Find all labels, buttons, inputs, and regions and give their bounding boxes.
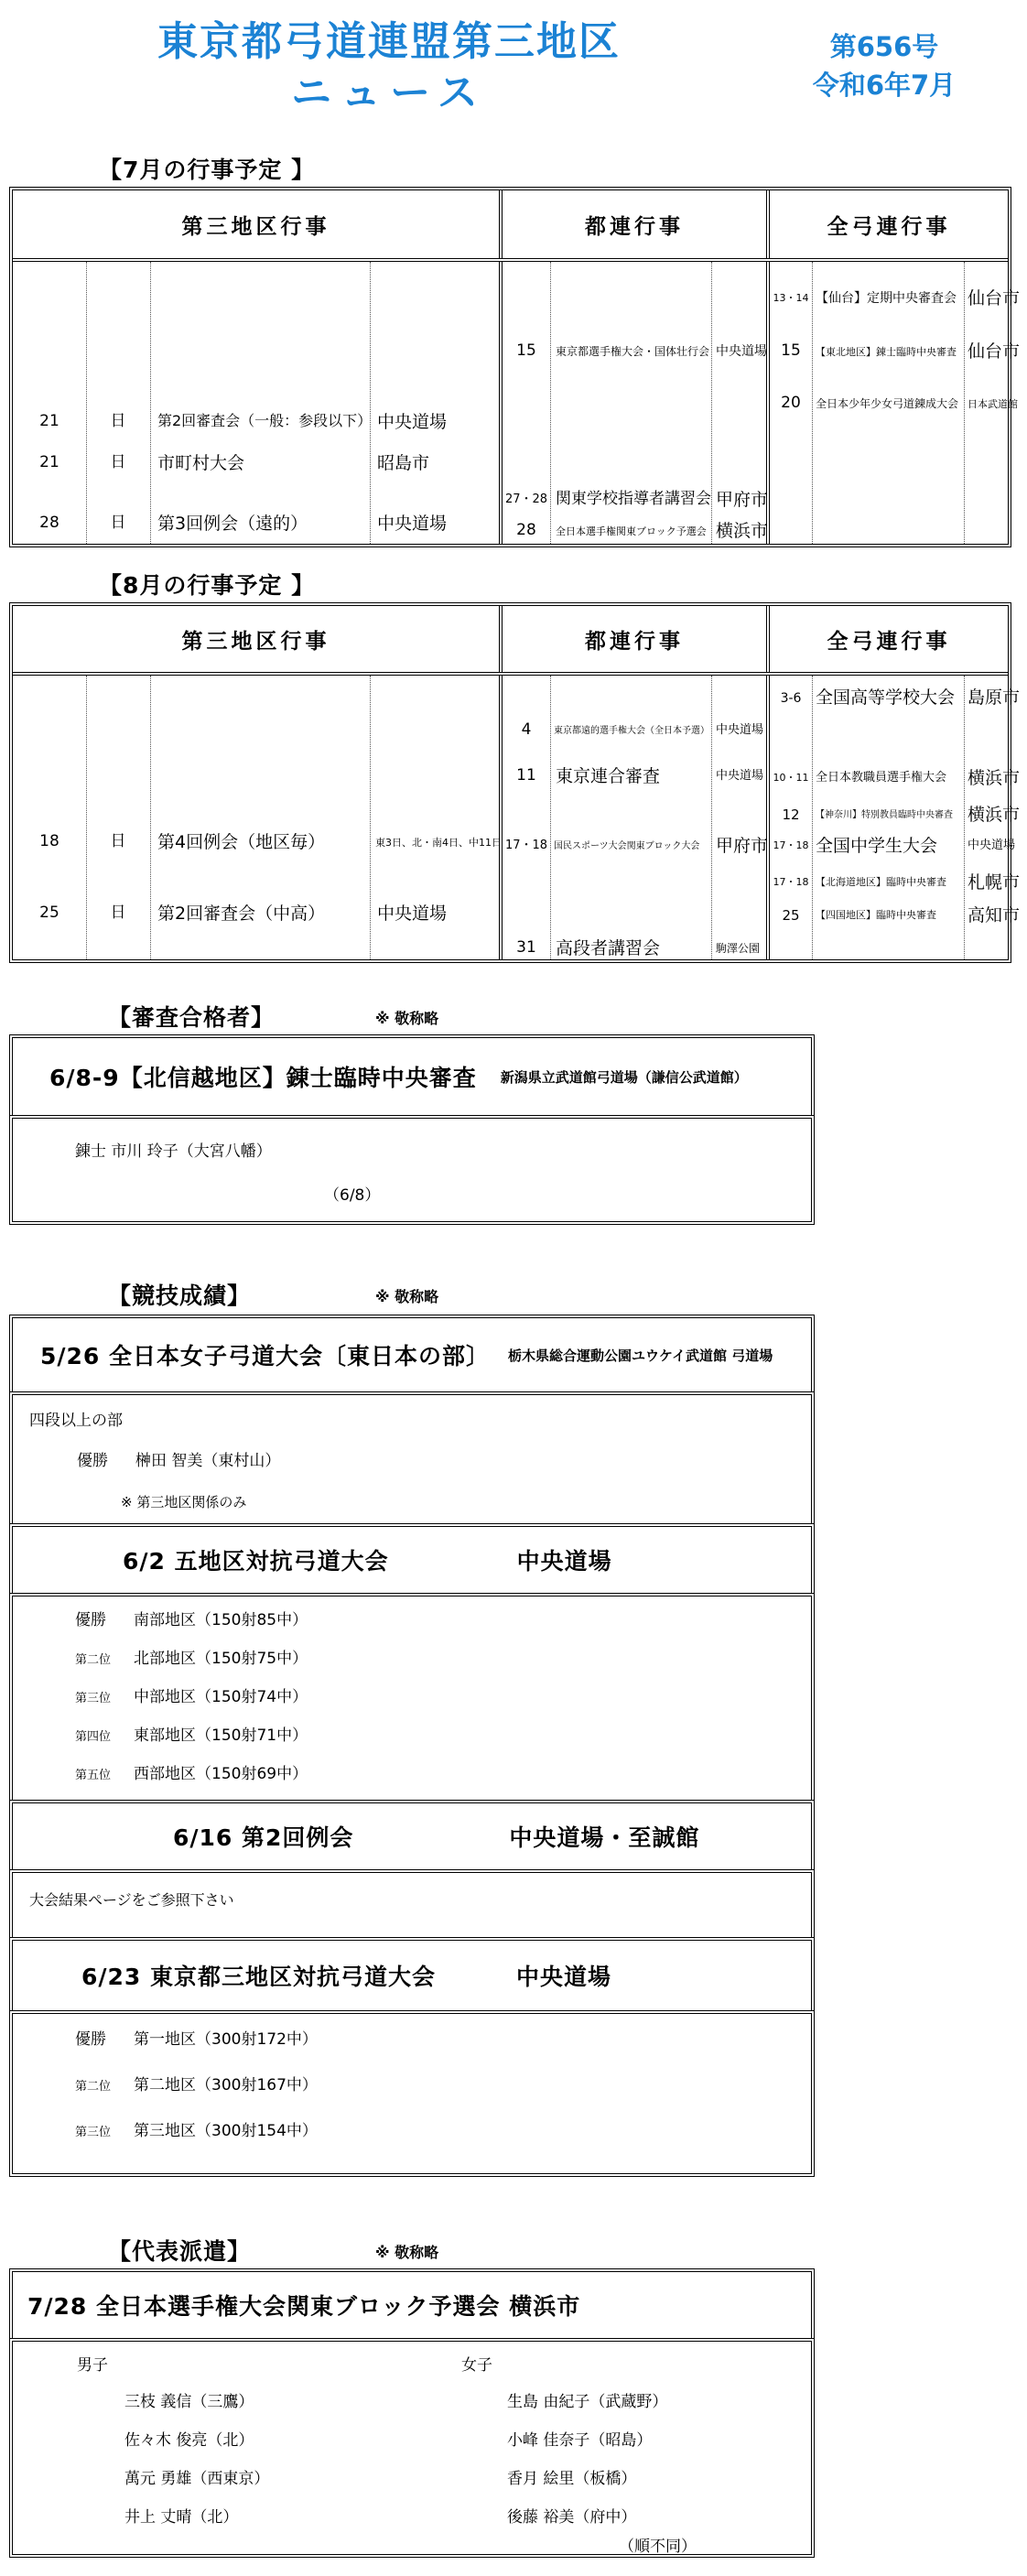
result-line <box>75 2122 318 2140</box>
event-name: 【神奈川】特別教員臨時中央審査 <box>816 810 953 820</box>
kyogi-event2-location: 中央道場 <box>516 1548 612 1575</box>
july-zenkyuren-cell <box>766 262 1021 544</box>
event-date: 15 <box>516 341 536 360</box>
member-name: 三枝 義信（三鷹） <box>124 2393 254 2411</box>
kyogi-event1-location: 栃木県総合運動公園ユウケイ武道館 弓道場 <box>508 1347 773 1364</box>
men-column-label: 男子 <box>77 2356 108 2375</box>
event-date: 17・18 <box>773 839 809 851</box>
august-district-cell <box>13 676 502 959</box>
haken-box-body <box>9 2338 815 2558</box>
event-location: 仙台市 <box>968 341 1021 362</box>
event-date: 25 <box>39 904 59 922</box>
event-date: 18 <box>39 832 59 850</box>
event-location: 仙台市 <box>968 288 1021 308</box>
event-row <box>13 832 502 855</box>
kyogi-event3-location: 中央道場・至誠館 <box>509 1824 700 1851</box>
event-date: 13・14 <box>773 292 809 304</box>
july-district-cell <box>13 262 499 544</box>
event-date: 11 <box>516 766 536 785</box>
event-name: 東京都遠的選手権大会（全日本予選） <box>554 726 709 736</box>
dotted-divider <box>86 262 87 544</box>
column-header-toren: 都連行事 <box>499 190 766 258</box>
column-header-district: 第三地区行事 <box>181 629 330 654</box>
result-text: 北部地区（150射75中） <box>134 1650 308 1668</box>
event-location: 横浜市 <box>716 521 769 541</box>
event-location: 横浜市 <box>968 805 1021 825</box>
result-text: 東部地区（150射71中） <box>134 1726 308 1745</box>
event-row <box>503 342 766 364</box>
kyogi-event1-title: 5/26 全日本女子弓道大会〔東日本の部〕 <box>40 1343 491 1369</box>
event-name: 第3回例会（遠的） <box>157 514 308 534</box>
kyogi-event1-body <box>9 1391 815 1527</box>
result-text: 第三地区（300射154中） <box>134 2122 318 2140</box>
rank-label: 優勝 <box>75 2030 106 2049</box>
result-text: 第二地区（300射167中） <box>134 2076 318 2094</box>
kyogi-keisho-note: ※ 敬称略 <box>375 1288 439 1305</box>
kyogi-event4-location: 中央道場 <box>516 1964 612 1990</box>
result-text: 西部地区（150射69中） <box>134 1765 308 1783</box>
member-name: 萬元 勇雄（西東京） <box>124 2470 270 2488</box>
event-name: 全国中学生大会 <box>816 836 938 856</box>
rank-label: 第二位 <box>75 1653 112 1667</box>
member-name: 後藤 裕美（府中） <box>507 2508 637 2527</box>
july-heading: 【7月の行事予定 】 <box>99 157 316 183</box>
rank-label: 第三位 <box>75 1692 112 1705</box>
event-name: 【仙台】定期中央審査会 <box>816 291 957 306</box>
issue-block <box>784 27 985 104</box>
dotted-divider <box>711 676 712 959</box>
haken-heading: 【代表派遣】 <box>108 2238 252 2265</box>
event-date: 12 <box>782 806 800 823</box>
kyogi-box <box>9 1315 815 2177</box>
event-row <box>503 490 769 513</box>
shinsa-event-title: 6/8-9【北信越地区】錬士臨時中央審査 <box>49 1065 477 1091</box>
order-note: （順不同） <box>619 2538 697 2556</box>
july-table-header <box>13 190 1008 262</box>
event-row <box>503 767 766 789</box>
event-day: 日 <box>110 514 126 532</box>
shinsa-heading: 【審査合格者】 <box>108 1004 276 1031</box>
shinsa-pass-date: （6/8） <box>324 1186 381 1205</box>
event-date: 21 <box>39 453 59 471</box>
result-text: 中部地区（150射74中） <box>134 1688 308 1706</box>
event-location: 駒澤公園 <box>716 942 761 955</box>
event-name: 【北海道地区】臨時中央審査 <box>816 876 946 888</box>
event-row <box>503 521 769 544</box>
result-line <box>75 2076 318 2094</box>
kyogi-event3-header <box>9 1800 815 1873</box>
kyogi-event4-title: 6/23 東京都三地区対抗弓道大会 <box>81 1964 437 1990</box>
event-row <box>770 687 1021 710</box>
event-location: 中央道場 <box>377 412 448 432</box>
event-location: 甲府市 <box>716 490 769 510</box>
event-location: 中央道場 <box>716 344 767 359</box>
column-header-district: 第三地区行事 <box>181 214 330 239</box>
event-date: 25 <box>782 907 800 924</box>
dotted-divider <box>150 262 151 544</box>
result-line <box>75 1611 308 1629</box>
event-name: 国民スポーツ大会関東ブロック大会 <box>554 841 700 851</box>
rank-label: 第五位 <box>75 1769 112 1782</box>
event-name: 東京都選手権大会・国体壮行会 <box>556 345 710 358</box>
shinsa-keisho-note: ※ 敬称略 <box>375 1010 439 1027</box>
rank-label: 第三位 <box>75 2126 112 2139</box>
haken-event-title: 7/28 全日本選手権大会関東ブロック予選会 横浜市 <box>27 2293 581 2320</box>
event-row <box>770 288 1021 311</box>
august-schedule-table <box>9 602 1021 963</box>
event-day: 日 <box>110 904 126 922</box>
event-location: 札幌市 <box>968 872 1021 893</box>
event-row <box>770 872 1021 895</box>
rank-label: 優勝 <box>77 1452 108 1470</box>
event-row <box>770 805 1021 828</box>
event-row <box>13 454 499 476</box>
event-row <box>13 413 499 435</box>
result-line <box>75 1688 308 1706</box>
member-name: 香月 絵里（板橋） <box>507 2470 637 2488</box>
event-date: 28 <box>39 514 59 532</box>
event-row <box>503 721 766 743</box>
rank-label: 第四位 <box>75 1730 112 1744</box>
result-line <box>75 2030 318 2049</box>
event-date: 21 <box>39 412 59 430</box>
kyogi-event4-body <box>9 2010 815 2177</box>
kyogi-event2-header <box>9 1523 815 1596</box>
august-zenkyuren-cell <box>766 676 1021 959</box>
haken-box-header <box>9 2268 815 2342</box>
event-row <box>770 836 1016 859</box>
event-name: 第4回例会（地区毎） <box>157 832 326 852</box>
kyogi-event2-title: 6/2 五地区対抗弓道大会 <box>123 1548 389 1575</box>
women-column-label: 女子 <box>461 2356 492 2375</box>
event-location: 中央道場 <box>716 769 764 783</box>
august-toren-cell <box>499 676 769 959</box>
dotted-divider <box>370 262 371 544</box>
august-heading: 【8月の行事予定 】 <box>99 572 316 599</box>
event-location: 中央道場 <box>968 839 1016 852</box>
event-date: 17・18 <box>504 839 548 852</box>
event-name: 【東北地区】錬士臨時中央審査 <box>816 346 957 358</box>
issue-number: 第656号 <box>829 31 939 62</box>
event-row <box>503 836 769 859</box>
event-location: 島原市 <box>968 687 1021 708</box>
result-text: 第一地区（300射172中） <box>134 2030 318 2049</box>
event-row <box>13 514 499 536</box>
shinsa-pass-line: 錬士 市川 玲子（大宮八幡） <box>75 1142 272 1161</box>
event-name: 全日本教職員選手権大会 <box>816 771 947 785</box>
event-date: 15 <box>781 341 801 360</box>
rank-label: 優勝 <box>75 1611 106 1629</box>
event-name: 東京連合審査 <box>556 766 661 786</box>
result-line <box>75 1650 308 1668</box>
rank-label: 第二位 <box>75 2080 112 2094</box>
kyogi-event4-header <box>9 1937 815 2014</box>
event-name: 全日本少年少女弓道錬成大会 <box>816 397 959 410</box>
haken-keisho-note: ※ 敬称略 <box>375 2244 439 2261</box>
shinsa-box-body <box>9 1115 815 1225</box>
event-row <box>770 768 1021 791</box>
member-name: 佐々木 俊亮（北） <box>124 2431 254 2450</box>
event-location: 昭島市 <box>377 453 430 473</box>
event-day: 日 <box>110 453 126 471</box>
shinsa-box <box>9 1034 815 1225</box>
event-name: 全日本選手権関東ブロック予選会 <box>556 525 707 537</box>
shinsa-event-location: 新潟県立武道館弓道場（謙信公武道館） <box>500 1068 748 1086</box>
event-location: 甲府市 <box>716 836 769 856</box>
haken-box <box>9 2268 815 2558</box>
issue-date: 令和6年7月 <box>812 70 957 102</box>
kyogi-event3-title: 6/16 第2回例会 <box>173 1824 354 1851</box>
event-location: 中央道場 <box>377 904 448 924</box>
event-row <box>770 341 1021 364</box>
event-day: 日 <box>110 412 126 430</box>
event-name: 第2回審査会（一般：参段以下） <box>157 412 373 429</box>
newsletter-title <box>110 16 668 120</box>
kyogi-heading: 【競技成績】 <box>108 1283 252 1309</box>
column-header-zenkyuren: 全弓連行事 <box>766 606 1008 672</box>
column-header-toren: 都連行事 <box>499 606 766 672</box>
result-line <box>75 1726 308 1745</box>
result-text: 南部地区（150射85中） <box>134 1611 308 1629</box>
event-name: 高段者講習会 <box>556 938 661 958</box>
event-date: 17・18 <box>773 876 809 888</box>
event-location: 中央道場 <box>716 723 764 737</box>
shinsa-box-header <box>9 1034 815 1119</box>
event-name: 第2回審査会（中高） <box>157 904 326 924</box>
event-location: 東3日、北・南4日、中11日 <box>375 837 502 849</box>
event-name: 全国高等学校大会 <box>816 687 956 708</box>
event-row <box>503 939 766 961</box>
kyogi-event1-header <box>9 1315 815 1395</box>
july-schedule-table <box>9 187 1021 547</box>
event-row <box>13 904 499 926</box>
event-date: 28 <box>516 521 536 539</box>
column-header-zenkyuren: 全弓連行事 <box>766 190 1008 258</box>
dotted-divider <box>550 676 551 959</box>
event-row <box>770 905 1021 928</box>
event-date: 4 <box>521 720 532 739</box>
event-row <box>770 394 1018 417</box>
member-name: 生島 由紀子（武蔵野） <box>507 2393 668 2411</box>
result-winner: 榊田 智美（東村山） <box>135 1452 281 1470</box>
event-date: 27・28 <box>504 492 548 506</box>
kyogi-event3-body <box>9 1869 815 1941</box>
member-name: 井上 丈晴（北） <box>124 2508 239 2527</box>
july-toren-cell <box>499 262 769 544</box>
title-line1: 東京都弓道連盟第三地区 <box>157 18 621 65</box>
member-name: 小峰 佳奈子（昭島） <box>507 2431 653 2450</box>
august-table-header <box>13 606 1008 676</box>
event-name: 関東学校指導者講習会 <box>556 490 711 508</box>
event-location: 中央道場 <box>377 514 448 534</box>
result-note: ※ 第三地区関係のみ <box>121 1494 247 1510</box>
event-date: 10・11 <box>773 772 809 784</box>
kyogi-event2-body <box>9 1593 815 1803</box>
event-day: 日 <box>110 832 126 850</box>
event-name: 【四国地区】臨時中央審査 <box>816 909 936 921</box>
result-line <box>75 1765 308 1783</box>
event-date: 31 <box>516 938 536 957</box>
event-location: 高知市 <box>968 905 1021 925</box>
title-line2: ニュース <box>291 70 487 117</box>
event-name: 市町村大会 <box>157 453 245 473</box>
result-line <box>77 1452 280 1470</box>
event-date: 3-6 <box>780 691 802 706</box>
event-location: 横浜市 <box>968 768 1021 788</box>
event-date: 20 <box>781 394 801 412</box>
event-location: 日本武道館 <box>968 398 1018 410</box>
result-note: 大会結果ページをご参照下さい <box>29 1891 234 1909</box>
result-category: 四段以上の部 <box>29 1412 123 1430</box>
